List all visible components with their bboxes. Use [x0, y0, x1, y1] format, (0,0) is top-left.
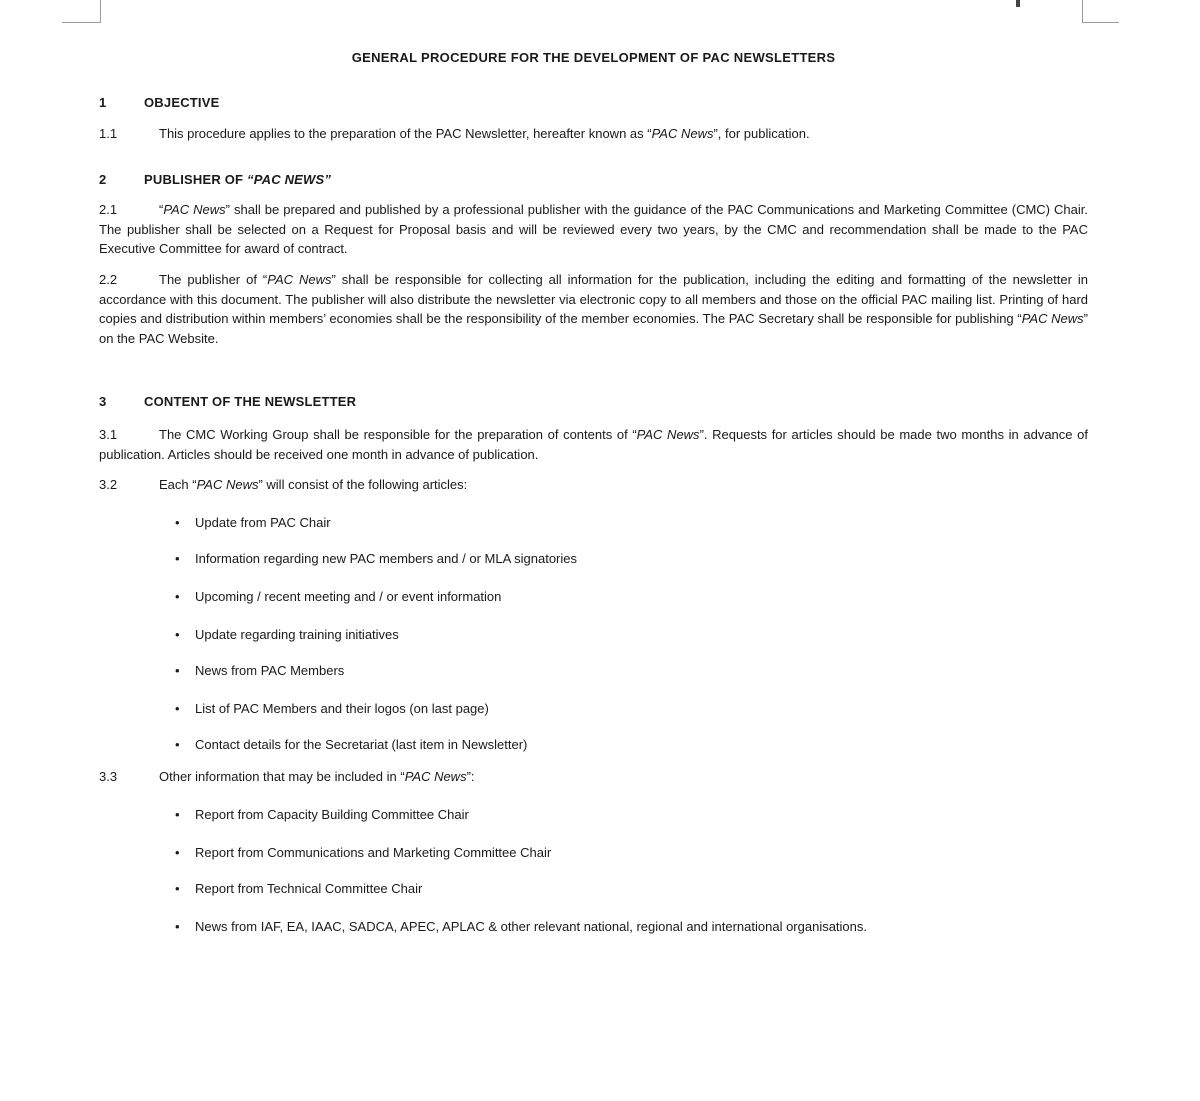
list-item	[175, 625, 399, 645]
list-item-text: List of PAC Members and their logos (on last page)	[195, 701, 489, 716]
publication-name: PAC News	[404, 769, 467, 784]
crop-mark	[100, 0, 101, 22]
publication-name: PAC News	[163, 202, 226, 217]
paragraph-text: ”:	[466, 769, 475, 784]
list-item	[175, 805, 469, 825]
bullet-icon: •	[175, 589, 180, 604]
section-title-quoted: “PAC NEWS”	[247, 172, 332, 187]
paragraph-text: Each “	[159, 477, 197, 492]
page-edge-mark	[1016, 0, 1020, 7]
bullet-icon: •	[175, 663, 180, 678]
list-item-text: Update from PAC Chair	[195, 515, 331, 530]
paragraph-text: ” shall be prepared and published by a professional publisher with the guidance of the PAC Communications and Marketing Committee (CMC) Chair. The publisher shall be selected on a Request for Proposal basis and will be reviewed every two years, by the CMC and recommendation shall be made to the PAC Executive Committee for award of contract.	[99, 202, 1088, 256]
section-number: 3	[99, 394, 107, 409]
list-item	[175, 661, 344, 681]
paragraph-number: 1.1	[99, 126, 118, 141]
paragraph-text: This procedure applies to the preparation of the PAC Newsletter, hereafter known as “	[159, 126, 652, 141]
paragraph-3-1	[99, 425, 1088, 464]
list-item	[175, 549, 577, 569]
section-heading-objective	[99, 93, 219, 113]
list-item-text: Report from Communications and Marketing Committee Chair	[195, 845, 552, 860]
list-item	[175, 513, 331, 533]
list-item-text: News from IAF, EA, IAAC, SADCA, APEC, APLAC & other relevant national, regional and international organisations.	[195, 919, 868, 934]
bullet-icon: •	[175, 807, 180, 822]
list-item	[175, 699, 489, 719]
paragraph-text: ” shall be responsible for collecting all information for the publication, including the editing and formatting of the newsletter in accordance with this document. The publisher will also distribute the newsletter via electronic copy to all members and those on the official PAC mailing list. Printing of hard copies and distribution within members’ economies shall be the responsibility of the member economies. The PAC Secretary shall be responsible for publishing “	[99, 272, 1089, 326]
paragraph-text: ”. Requests for articles should be made two months in advance of publication. Articles should be received one month in advance of publication.	[99, 427, 1088, 462]
list-item-text: Update regarding training initiatives	[195, 627, 399, 642]
section-title: OBJECTIVE	[144, 95, 220, 110]
section-number: 2	[99, 172, 107, 187]
document-title: GENERAL PROCEDURE FOR THE DEVELOPMENT OF PAC NEWSLETTERS	[351, 50, 836, 65]
list-item-text: Report from Capacity Building Committee Chair	[195, 807, 469, 822]
paragraph-text: “	[159, 202, 164, 217]
crop-mark	[1082, 0, 1083, 22]
paragraph-number: 2.1	[99, 202, 118, 217]
paragraph-3-3	[99, 767, 1088, 787]
list-item	[175, 843, 551, 863]
list-item-text: Report from Technical Committee Chair	[195, 881, 423, 896]
paragraph-text: ” will consist of the following articles:	[258, 477, 468, 492]
section-number: 1	[99, 95, 107, 110]
paragraph-1-1	[99, 124, 1088, 144]
paragraph-3-2	[99, 475, 1088, 495]
list-item	[175, 587, 501, 607]
bullet-icon: •	[175, 627, 180, 642]
bullet-icon: •	[175, 881, 180, 896]
paragraph-number: 2.2	[99, 272, 118, 287]
publication-name: PAC News	[196, 477, 259, 492]
crop-mark	[1082, 22, 1119, 23]
list-item	[175, 735, 527, 755]
paragraph-number: 3.3	[99, 769, 118, 784]
paragraph-number: 3.1	[99, 427, 118, 442]
list-item-text: Upcoming / recent meeting and / or event information	[195, 589, 502, 604]
publication-name: PAC News	[1021, 311, 1084, 326]
paragraph-text: ” on the PAC Website.	[99, 311, 1088, 346]
publication-name: PAC News	[651, 126, 714, 141]
list-item-text: Contact details for the Secretariat (last item in Newsletter)	[195, 737, 528, 752]
publication-name: PAC News	[267, 272, 332, 287]
section-title: CONTENT OF THE NEWSLETTER	[144, 394, 357, 409]
list-item	[175, 879, 422, 899]
bullet-icon: •	[175, 919, 180, 934]
paragraph-2-2	[99, 270, 1088, 348]
crop-mark	[62, 22, 101, 23]
section-heading-publisher	[99, 170, 331, 190]
bullet-icon: •	[175, 701, 180, 716]
list-item-text: Information regarding new PAC members and / or MLA signatories	[195, 551, 577, 566]
bullet-icon: •	[175, 737, 180, 752]
section-title: PUBLISHER OF	[144, 172, 247, 187]
bullet-icon: •	[175, 845, 180, 860]
paragraph-2-1	[99, 200, 1088, 259]
list-item	[175, 917, 867, 937]
paragraph-text: The CMC Working Group shall be responsible for the preparation of contents of “	[159, 427, 637, 442]
paragraph-text: ”, for publication.	[713, 126, 810, 141]
bullet-icon: •	[175, 551, 180, 566]
paragraph-text: The publisher of “	[159, 272, 268, 287]
paragraph-number: 3.2	[99, 477, 118, 492]
bullet-icon: •	[175, 515, 180, 530]
list-item-text: News from PAC Members	[195, 663, 345, 678]
paragraph-text: Other information that may be included in “	[159, 769, 405, 784]
section-heading-content	[99, 392, 356, 412]
publication-name: PAC News	[636, 427, 700, 442]
